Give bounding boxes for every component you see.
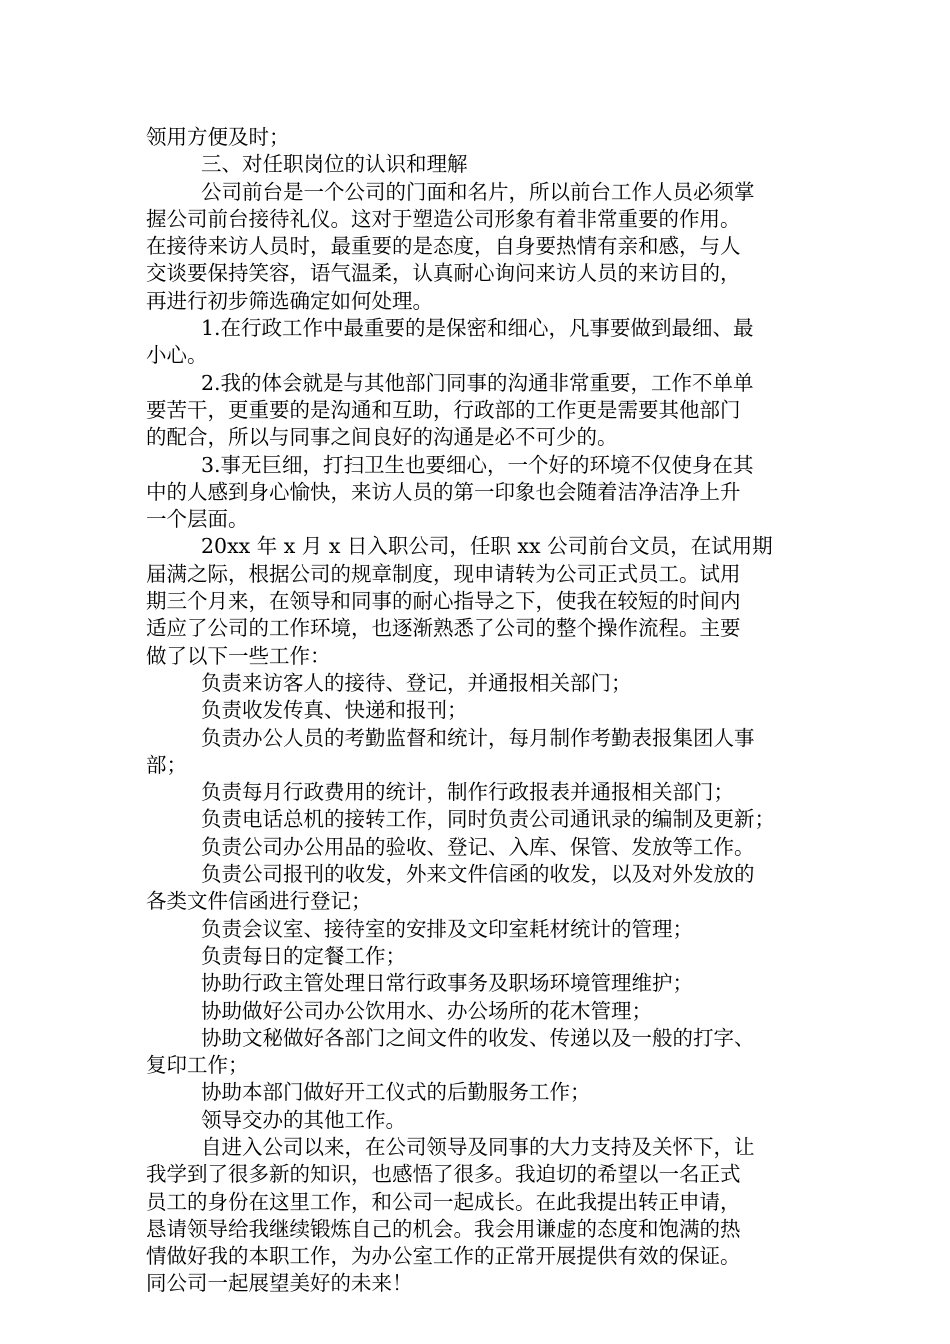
- text-line: 交谈要保持笑容，语气温柔，认真耐心询问来访人员的来访目的，: [146, 261, 741, 286]
- text-line: 协助本部门做好开工仪式的后勤服务工作；: [201, 1080, 591, 1105]
- text-line: 协助行政主管处理日常行政事务及职场环境管理维护；: [201, 971, 693, 996]
- text-line: 一个层面。: [146, 507, 249, 532]
- text-line: 适应了公司的工作环境，也逐渐熟悉了公司的整个操作流程。主要: [146, 616, 741, 641]
- text-line: 负责每日的定餐工作；: [201, 943, 406, 968]
- text-line: 员工的身份在这里工作，和公司一起成长。在此我提出转正申请，: [146, 1189, 741, 1214]
- text-line: 要苦干，更重要的是沟通和互助，行政部的工作更是需要其他部门: [146, 397, 741, 422]
- text-line: 领用方便及时；: [146, 125, 290, 149]
- text-line: 2.我的体会就是与其他部门同事的沟通非常重要，工作不单单: [201, 370, 754, 395]
- text-line: 负责公司报刊的收发，外来文件信函的收发，以及对外发放的: [201, 862, 755, 887]
- text-line: 期三个月来，在领导和同事的耐心指导之下，使我在较短的时间内: [146, 589, 741, 614]
- text-line: 各类文件信函进行登记；: [146, 889, 372, 914]
- text-line: 同公司一起展望美好的未来！: [146, 1271, 413, 1296]
- text-line: 3.事无巨细，打扫卫生也要细心，一个好的环境不仅使身在其: [201, 452, 754, 477]
- text-line: 中的人感到身心愉快，来访人员的第一印象也会随着洁净洁净上升: [146, 479, 741, 504]
- text-line: 负责电话总机的接转工作，同时负责公司通讯录的编制及更新；: [201, 807, 775, 832]
- text-line: 负责每月行政费用的统计，制作行政报表并通报相关部门；: [201, 780, 734, 805]
- text-line: 负责公司办公用品的验收、登记、入库、保管、发放等工作。: [201, 834, 755, 859]
- text-line: 协助做好公司办公饮用水、办公场所的花木管理；: [201, 998, 652, 1023]
- text-line: 情做好我的本职工作，为办公室工作的正常开展提供有效的保证。: [146, 1244, 741, 1269]
- text-line: 20xx 年 x 月 x 日入职公司，任职 xx 公司前台文员，在试用期: [201, 534, 773, 559]
- text-line: 自进入公司以来，在公司领导及同事的大力支持及关怀下，让: [201, 1134, 755, 1159]
- text-line: 负责办公人员的考勤监督和统计，每月制作考勤表报集团人事: [201, 725, 755, 750]
- text-line: 握公司前台接待礼仪。这对于塑造公司形象有着非常重要的作用。: [146, 206, 741, 231]
- text-line: 负责会议室、接待室的安排及文印室耗材统计的管理；: [201, 916, 693, 941]
- text-line: 复印工作；: [146, 1053, 249, 1078]
- document-body: [146, 124, 808, 1298]
- text-line: 三、对任职岗位的认识和理解: [201, 152, 468, 177]
- text-line: 在接待来访人员时，最重要的是态度，自身要热情有亲和感，与人: [146, 234, 741, 259]
- text-line: 小心。: [146, 343, 208, 368]
- text-line: 负责来访客人的接待、登记，并通报相关部门；: [201, 670, 632, 695]
- text-line: 领导交办的其他工作。: [201, 1107, 406, 1132]
- text-line: 公司前台是一个公司的门面和名片，所以前台工作人员必须掌: [201, 179, 755, 204]
- text-line: 负责收发传真、快递和报刊；: [201, 698, 468, 723]
- text-line: 恳请领导给我继续锻炼自己的机会。我会用谦虚的态度和饱满的热: [146, 1216, 741, 1241]
- text-line: 1.在行政工作中最重要的是保密和细心，凡事要做到最细、最: [201, 316, 754, 341]
- text-line: 协助文秘做好各部门之间文件的收发、传递以及一般的打字、: [201, 1025, 755, 1050]
- text-line: 的配合，所以与同事之间良好的沟通是必不可少的。: [146, 425, 618, 450]
- text-line: 届满之际，根据公司的规章制度，现申请转为公司正式员工。试用: [146, 561, 741, 586]
- text-line: 做了以下一些工作：: [146, 643, 331, 668]
- text-line: 部；: [146, 752, 187, 777]
- text-line: 再进行初步筛选确定如何处理。: [146, 288, 433, 313]
- text-line: 我学到了很多新的知识，也感悟了很多。我迫切的希望以一名正式: [146, 1162, 741, 1187]
